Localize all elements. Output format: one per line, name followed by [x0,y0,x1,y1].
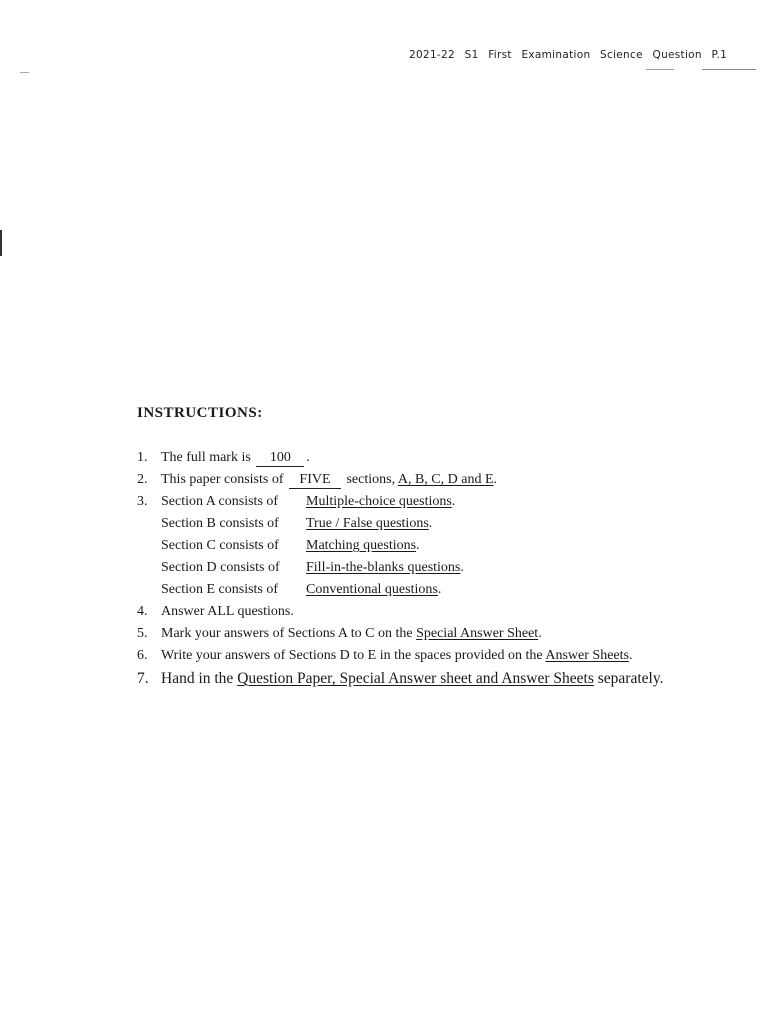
item-text: Section D consists of [161,560,280,575]
item-text: This paper consists of [161,472,284,487]
item-text: Section A consists of [161,494,279,509]
item-number: 5. [137,626,148,641]
header-paper-type: Question [652,49,702,61]
header-subject: Science [600,49,643,61]
item-text: Write your answers of Sections D to E in the spaces provided on the [161,648,543,663]
section-type: Multiple-choice questions [306,494,452,509]
answer-sheets-ref: Answer Sheets [545,648,629,663]
scan-artifact-bar [0,230,2,256]
instructions-title: INSTRUCTIONS: [137,405,263,421]
header-form: S1 [464,49,479,61]
item-number: 7. [137,670,149,687]
item-text: Section B consists of [161,516,279,531]
item-text: Mark your answers of Sections A to C on the [161,626,413,641]
section-type: True / False questions [306,516,429,531]
item-number: 1. [137,450,148,465]
scan-artifact-dash [20,72,29,73]
section-type: Matching questions [306,538,417,553]
section-type: Conventional questions [306,582,438,597]
item-text: Hand in the [161,670,234,687]
header-year: 2021-22 [409,49,455,61]
item-text: Answer ALL questions. [161,604,294,619]
item-text: Section E consists of [161,582,279,597]
item-text: Section C consists of [161,538,279,553]
page-header [409,49,733,61]
item-number: 2. [137,472,148,487]
item-number: 4. [137,604,148,619]
item-number: 3. [137,494,148,509]
header-rule [646,69,756,70]
item-text: The full mark is [161,450,251,465]
header-exam-word: Examination [521,49,591,61]
header-page-number: P.1 [711,49,728,61]
item-number: 6. [137,648,148,663]
sections-list: A, B, C, D and E [397,472,494,487]
section-type: Fill-in-the-blanks questions [306,560,461,575]
section-count-blank: FIVE [289,472,341,489]
special-answer-sheet-ref: Special Answer Sheet [416,626,539,641]
hand-in-items: Question Paper, Special Answer sheet and Answer Sheets [237,670,594,687]
header-exam: First [488,49,512,61]
full-mark-blank: 100 [256,450,304,467]
exam-page: 2021-22 S1 First Examination Science Question P.1 INSTRUCTIONS: 1. The full mark is 100 . 2. This paper consists of FIVE sections, A, B, C, D and E. 3. Section A consists of Multiple-choice questions. Section B consists of True / False questions. Section C consists of Matching questions. Section D consists of Fill-in-the-blanks questions. Section E consists of Conventional questions. 4. Answer ALL questions. 5. Mark your answers of Sections A to C on the Special Answer Sheet. 6. Write your answers of Sections D to E in the spaces provided on the Answer Sheets. 7. Hand in the Question Paper, Special Answer sheet and Answer Sheets separately. [0,0,768,1024]
